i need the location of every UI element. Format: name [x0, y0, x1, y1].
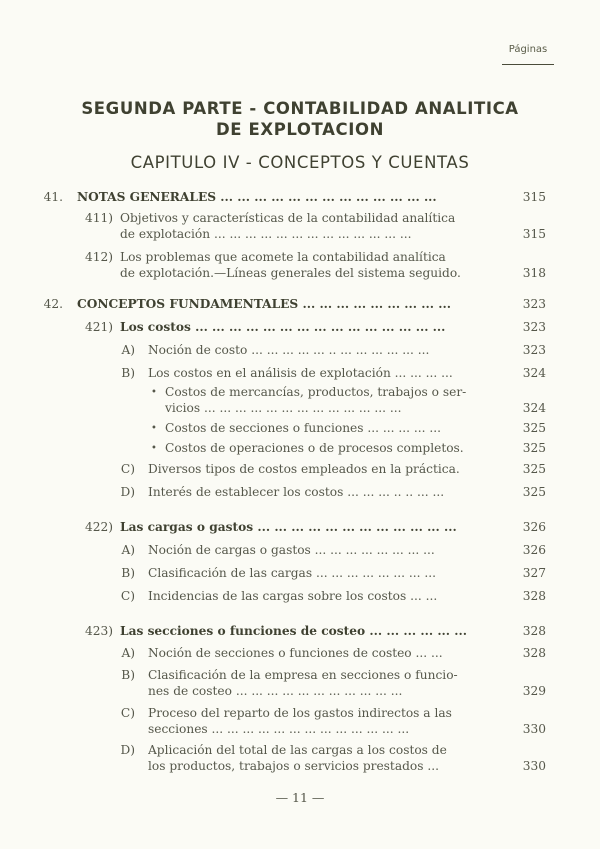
entry-page-number: 323: [522, 343, 546, 357]
entry-title-line: CONCEPTOS FUNDAMENTALES ... ... ... ... ... ... ... ... ...: [77, 297, 451, 311]
entry-title-line: Proceso del reparto de los gastos indirectos a las: [148, 706, 452, 720]
bullet-icon: •: [151, 387, 157, 398]
entry-page-number: 325: [522, 441, 546, 455]
entry-number: D): [120, 743, 135, 757]
entry-number: B): [121, 366, 135, 380]
entry-number: 42.: [43, 297, 63, 311]
entry-number: B): [121, 566, 135, 580]
entry-page-number: 328: [522, 646, 546, 660]
entry-number: 41.: [43, 190, 63, 204]
entry-page-number: 330: [522, 758, 546, 773]
entry-number: A): [121, 646, 135, 660]
entry-page-number: 318: [522, 265, 546, 280]
entry-number: B): [121, 668, 135, 682]
entry-page-number: 315: [522, 226, 546, 241]
entry-title-line: Los costos en el análisis de explotación ... ... ... ...: [148, 366, 453, 380]
entry-title-line: Los problemas que acomete la contabilidad analítica: [120, 250, 446, 264]
entry-page-number: 326: [522, 520, 546, 534]
entry-page-number: 327: [522, 566, 546, 580]
entry-page-number: 315: [522, 190, 546, 204]
entry-title-line: Noción de costo ... ... ... ... ... .. ... ... ... ... ... ...: [148, 343, 430, 357]
entry-page-number: 325: [522, 485, 546, 499]
entry-title-line: Noción de secciones o funciones de costeo ... ...: [148, 646, 443, 660]
entry-page-number: 330: [522, 721, 546, 736]
entry-title-line: Aplicación del total de las cargas a los costos de: [148, 743, 447, 757]
entry-title-line: Las cargas o gastos ... ... ... ... ... ... ... ... ... ... ... ...: [120, 520, 457, 534]
entry-page-number: 323: [522, 320, 546, 334]
entry-page-number: 328: [522, 624, 546, 638]
entry-title-line: Clasificación de las cargas ... ... ... ... ... ... ... ...: [148, 566, 437, 580]
bullet-icon: •: [151, 443, 157, 454]
entry-page-number: 325: [522, 462, 546, 476]
entry-title-line: los productos, trabajos o servicios prestados ...: [148, 758, 439, 773]
entry-title-line: Incidencias de las cargas sobre los costos ... ...: [148, 589, 438, 603]
entry-page-number: 324: [522, 400, 546, 415]
entry-title-line: Costos de secciones o funciones ... ... ... ... ...: [165, 421, 441, 435]
entry-title-line: vicios ... ... ... ... ... ... ... ... ... ... ... ... ...: [165, 400, 402, 415]
entry-number: 423): [84, 624, 113, 638]
entry-title-line: Objetivos y características de la contabilidad analítica: [120, 211, 456, 225]
entry-page-number: 324: [522, 366, 546, 380]
entry-number: A): [121, 343, 135, 357]
entry-number: A): [121, 543, 135, 557]
entry-number: D): [120, 485, 135, 499]
part-title-line-1: SEGUNDA PARTE - CONTABILIDAD ANALITICA: [81, 99, 519, 118]
entry-page-number: 325: [522, 421, 546, 435]
part-title-line-2: DE EXPLOTACION: [216, 120, 384, 139]
entry-number: 411): [84, 211, 113, 225]
entry-title-line: NOTAS GENERALES ... ... ... ... ... ... ... ... ... ... ... ... ...: [77, 190, 437, 204]
column-label-paginas: Páginas: [508, 44, 548, 55]
entry-title-line: nes de costeo ... ... ... ... ... ... ... ... ... ... ...: [148, 683, 403, 698]
chapter-title: CAPITULO IV - CONCEPTOS Y CUENTAS: [130, 153, 470, 172]
entry-title-line: Costos de operaciones o de procesos completos.: [165, 441, 464, 455]
page-number: — 11 —: [275, 790, 325, 805]
entry-title-line: Noción de cargas o gastos ... ... ... ... ... ... ... ...: [148, 543, 435, 557]
entry-title-line: de explotación.—Líneas generales del sistema seguido.: [120, 265, 461, 280]
entry-number: 422): [84, 520, 113, 534]
entry-number: 412): [84, 250, 113, 264]
bullet-icon: •: [151, 423, 157, 434]
entry-title-line: Las secciones o funciones de costeo ... ... ... ... ... ...: [120, 624, 468, 638]
entry-page-number: 326: [522, 543, 546, 557]
entry-page-number: 329: [522, 683, 546, 698]
entry-page-number: 328: [522, 589, 546, 603]
entry-title-line: Clasificación de la empresa en secciones o funcio-: [148, 668, 458, 682]
entry-title-line: Diversos tipos de costos empleados en la práctica.: [148, 462, 460, 476]
entry-page-number: 323: [522, 297, 546, 311]
entry-title-line: Costos de mercancías, productos, trabajos o ser-: [165, 385, 467, 399]
entry-number: 421): [84, 320, 113, 334]
entry-number: C): [120, 706, 135, 720]
entry-title-line: de explotación ... ... ... ... ... ... ... ... ... ... ... ... ...: [120, 226, 412, 241]
column-label-rule: [502, 64, 554, 65]
entry-title-line: secciones ... ... ... ... ... ... ... ... ... ... ... ... ...: [148, 721, 410, 736]
entry-title-line: Interés de establecer los costos ... ... ... .. .. ... ...: [148, 485, 445, 499]
entry-number: C): [120, 462, 135, 476]
entry-number: C): [120, 589, 135, 603]
entry-title-line: Los costos ... ... ... ... ... ... ... ... ... ... ... ... ... ... ...: [120, 320, 446, 334]
